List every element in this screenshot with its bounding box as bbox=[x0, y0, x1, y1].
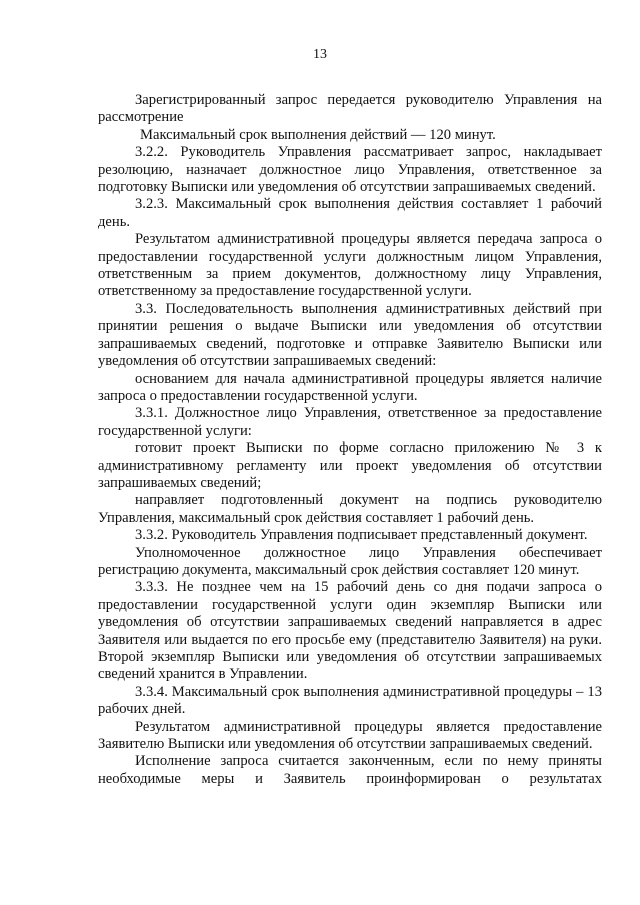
paragraph-3-2-2: 3.2.2. Руководитель Управления рассматривает запрос, накладывает резолюцию, назначает должностное лицо Управления, ответственное за подготовку Выписки или уведомления об отсутствии запрашиваемых сведений. bbox=[98, 144, 602, 196]
paragraph-3-3-4: 3.3.4. Максимальный срок выполнения административной процедуры – 13 рабочих дней. bbox=[98, 683, 602, 718]
paragraph-registration: Уполномоченное должностное лицо Управления обеспечивает регистрацию документа, максимальный срок действия составляет 120 минут. bbox=[98, 544, 602, 578]
page-number: 13 bbox=[313, 47, 327, 62]
paragraph-3-3-1: 3.3.1. Должностное лицо Управления, ответственное за предоставление государственной услуги: bbox=[98, 405, 602, 439]
paragraph-basis: основанием для начала административной процедуры является наличие запроса о предоставлении государственной услуги. bbox=[98, 370, 602, 404]
document-body bbox=[98, 92, 602, 788]
paragraph-sends-for-signature: направляет подготовленный документ на подпись руководителю Управления, максимальный срок действия составляет 1 рабочий день. bbox=[98, 492, 602, 526]
paragraph-3-2-3: 3.2.3. Максимальный срок выполнения действия составляет 1 рабочий день. bbox=[98, 196, 602, 230]
paragraph-3-3-3: 3.3.3. Не позднее чем на 15 рабочий день со дня подачи запроса о предоставлении государственной услуги один экземпляр Выписки или уведомления об отсутствии запрашиваемых сведений направляется в адрес Заявителя или выдается по его просьбе ему (представителю Заявителя) на руки. Второй экземпляр Выписки или уведомления об отсутствии запрашиваемых сведений хранится в Управлении. bbox=[98, 579, 602, 683]
paragraph-3-3-2: 3.3.2. Руководитель Управления подписывает представленный документ. bbox=[135, 527, 588, 544]
paragraph-result-transfer: Результатом административной процедуры является передача запроса о предоставлении государственной услуги должностным лицом Управления, ответственным за прием документов, должностному лицу Управления, ответственному за предоставление государственной услуги. bbox=[98, 231, 602, 300]
paragraph-result-provision: Результатом административной процедуры является предоставление Заявителю Выписки или уведомления об отсутствии запрашиваемых сведений. bbox=[98, 718, 602, 753]
paragraph-prepares-draft: готовит проект Выписки по форме согласно приложению № 3 к административному регламенту или проект уведомления об отсутствии запрашиваемых сведений; bbox=[98, 440, 602, 491]
paragraph-max-time-120: Максимальный срок выполнения действий — 120 минут. bbox=[140, 126, 496, 143]
paragraph-3-3: 3.3. Последовательность выполнения административных действий при принятии решения о выдаче Выписки или уведомления об отсутствии запрашиваемых сведений, подготовке и отправке Заявителю Выписки или уведомления об отсутствии запрашиваемых сведений: bbox=[98, 300, 602, 370]
paragraph-request-completed: Исполнение запроса считается законченным, если по нему приняты необходимые меры и Заявитель проинформирован о результатах bbox=[98, 753, 602, 787]
paragraph-registered-request: Зарегистрированный запрос передается руководителю Управления на рассмотрение bbox=[98, 92, 602, 126]
